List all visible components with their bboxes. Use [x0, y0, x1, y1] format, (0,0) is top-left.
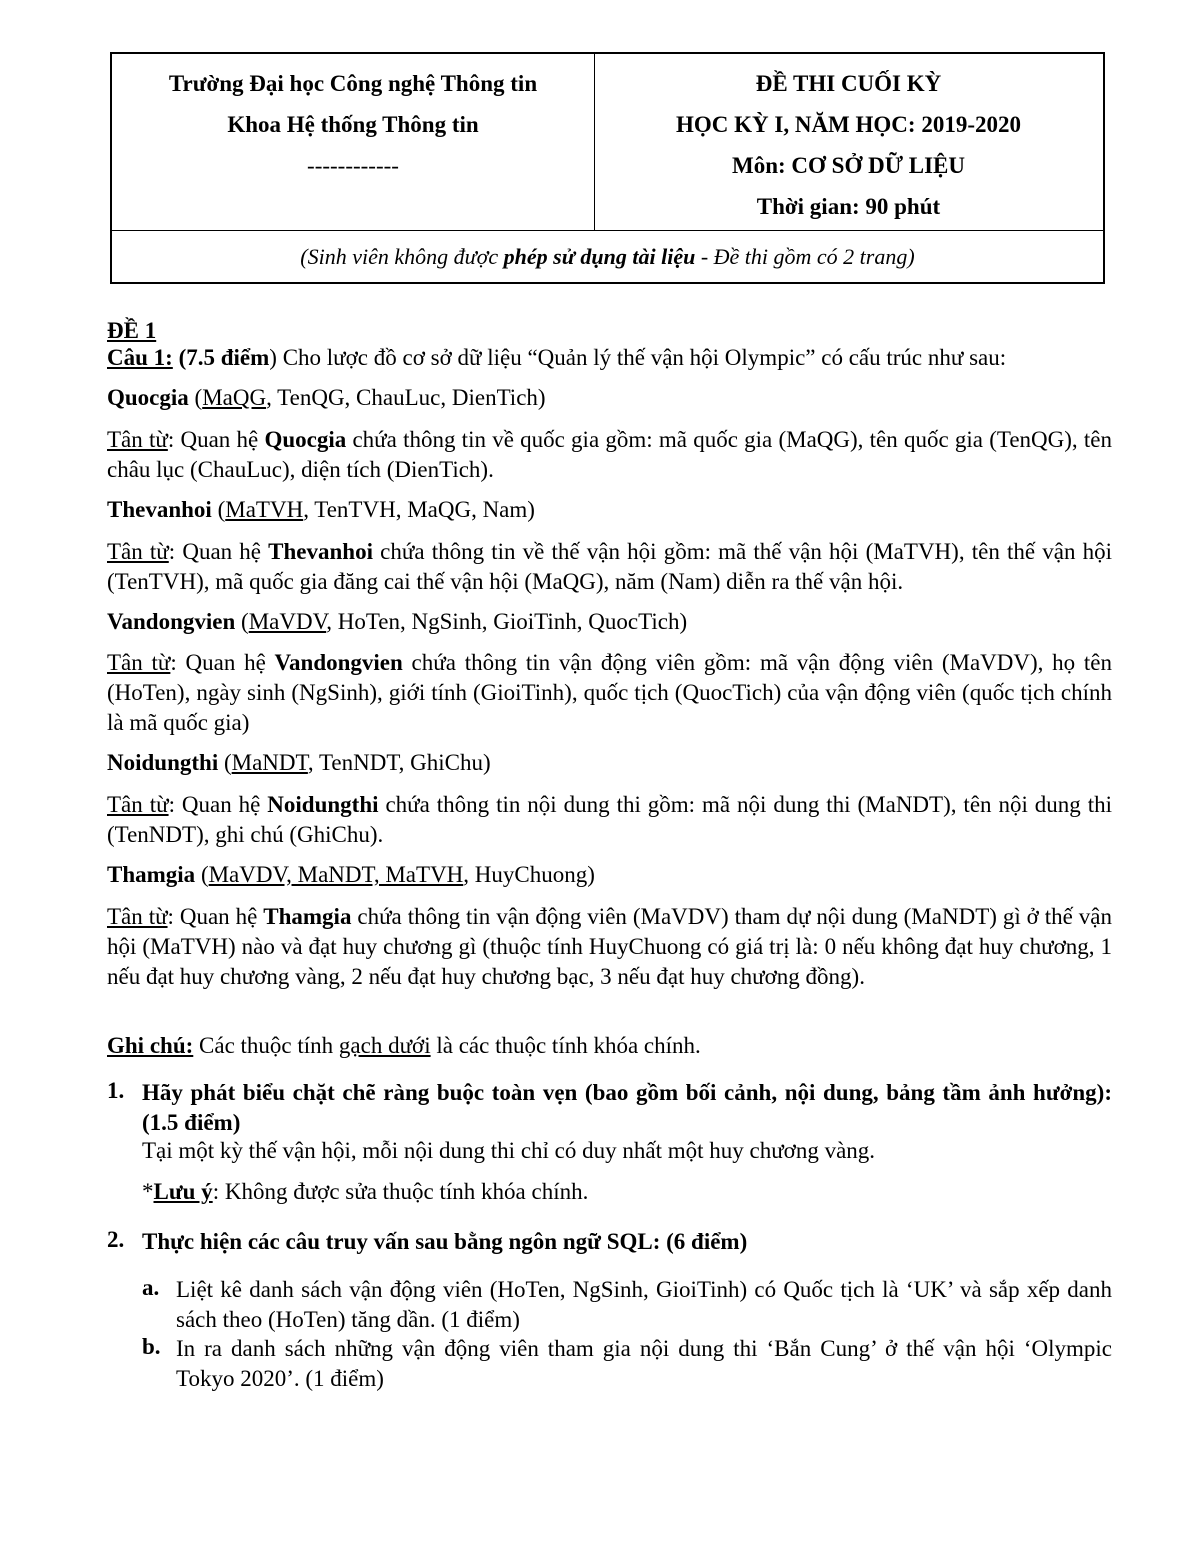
remark-star: *	[142, 1179, 154, 1204]
note-part-a: (Sinh viên không được	[300, 244, 504, 269]
duration: Thời gian: 90 phút	[756, 194, 941, 219]
item-1-text: Tại một kỳ thế vận hội, mỗi nội dung thi chỉ có duy nhất một huy chương vàng.	[142, 1138, 876, 1163]
rel-name: Thamgia	[107, 862, 196, 887]
header-left-cell	[112, 54, 595, 230]
desc-text: chứa thông tin vận động viên (MaVDV) tham dự nội dung (MaNDT) gì ở thế vận hội (MaTVH) nào và đạt huy chương gì (thuộc tính HuyChuong có giá trị là: 0 nếu không đạt huy chương, 1 nếu đạt huy chương vàng, 2 nếu đạt huy chương bạc, 3 nếu đạt huy chương đồng).	[107, 904, 1112, 989]
rel-key: MaVDV, MaNDT, MaTVH	[208, 862, 464, 887]
desc-rel-name: Noidungthi	[267, 792, 379, 817]
subitem-a-text: Liệt kê danh sách vận động viên (HoTen, NgSinh, GioiTinh) có Quốc tịch là ‘UK’ và sắp xếp danh sách theo (HoTen) tăng dần. (1 điểm)	[176, 1277, 1112, 1332]
rel-open: (	[195, 862, 209, 887]
note-text-a: Các thuộc tính	[193, 1033, 339, 1058]
rel-name: Noidungthi	[107, 750, 219, 775]
rel-key: MaQG	[202, 385, 267, 410]
header-right-cell	[594, 54, 1103, 230]
q1-text: ) Cho lược đồ cơ sở dữ liệu “Quản lý thế vận hội Olympic” có cấu trúc như sau:	[269, 345, 1007, 370]
desc-rel-name: Quocgia	[264, 427, 347, 452]
desc-vandongvien	[107, 648, 1112, 738]
header-separator: ------------	[307, 153, 399, 178]
relation-vandongvien	[107, 607, 1112, 637]
note-part-c: - Đề thi gồm có 2 trang)	[695, 244, 915, 269]
rel-attrs: , TenQG, ChauLuc, DienTich)	[266, 385, 546, 410]
rel-open: (	[235, 609, 249, 634]
item-1-title: Hãy phát biểu chặt chẽ ràng buộc toàn vẹn (bao gồm bối cảnh, nội dung, bảng tầm ảnh hưởng): (1.5 điểm)	[142, 1080, 1112, 1135]
rel-key: MaVDV	[248, 609, 327, 634]
question-1-heading	[107, 343, 1112, 373]
item-2-title: Thực hiện các câu truy vấn sau bằng ngôn ngữ SQL: (6 điểm)	[142, 1229, 748, 1254]
rel-prefix: : Quan hệ	[168, 539, 269, 564]
tan-tu-label: Tân từ	[107, 539, 169, 564]
desc-thamgia	[107, 902, 1112, 992]
q1-label: Câu 1:	[107, 345, 173, 370]
tan-tu-label: Tân từ	[107, 427, 168, 452]
exam-code: ĐỀ 1	[107, 318, 157, 343]
rel-key: MaTVH	[225, 497, 304, 522]
rel-open: (	[218, 750, 232, 775]
remark-label: Lưu ý	[153, 1179, 213, 1204]
rel-attrs: , TenNDT, GhiChu)	[307, 750, 491, 775]
tan-tu-label: Tân từ	[107, 650, 171, 675]
subject: Môn: CƠ SỞ DỮ LIỆU	[732, 153, 965, 178]
semester: HỌC KỲ I, NĂM HỌC: 2019-2020	[676, 112, 1021, 137]
note-label: Ghi chú:	[107, 1033, 194, 1058]
subitem-a-label: a.	[142, 1275, 160, 1300]
desc-thevanhoi	[107, 537, 1112, 597]
desc-rel-name: Thamgia	[263, 904, 352, 929]
rel-attrs: , HoTen, NgSinh, GioiTinh, QuocTich)	[326, 609, 688, 634]
note-underlined: gạch dưới	[338, 1033, 431, 1058]
subitem-b-text: In ra danh sách những vận động viên tham gia nội dung thi ‘Bắn Cung’ ở thế vận hội ‘Olympic Tokyo 2020’. (1 điểm)	[176, 1336, 1112, 1391]
relation-thamgia	[107, 860, 1112, 890]
subitem-b-label: b.	[142, 1334, 161, 1359]
item-2-number: 2.	[107, 1227, 125, 1252]
desc-text: chứa thông tin về quốc gia gồm: mã quốc gia (MaQG), tên quốc gia (TenQG), tên châu lục (ChauLuc), diện tích (DienTich).	[107, 427, 1112, 482]
rel-open: (	[211, 497, 226, 522]
q1-points: (7.5 điểm	[172, 345, 270, 370]
desc-rel-name: Thevanhoi	[268, 539, 373, 564]
rel-prefix: : Quan hệ	[167, 427, 265, 452]
item-1-number: 1.	[107, 1078, 125, 1103]
desc-rel-name: Vandongvien	[274, 650, 403, 675]
rel-key: MaNDT	[231, 750, 308, 775]
rel-attrs: , HuyChuong)	[463, 862, 595, 887]
relation-noidungthi	[107, 748, 1112, 778]
rel-prefix: : Quan hệ	[170, 650, 275, 675]
exam-title: ĐỀ THI CUỐI KỲ	[755, 71, 942, 96]
exam-instruction	[112, 244, 1103, 270]
desc-text: chứa thông tin vận động viên gồm: mã vận động viên (MaVDV), họ tên (HoTen), ngày sinh (NgSinh), giới tính (GioiTinh), quốc tịch (QuocTich) của vận động viên (quốc tịch chính là mã quốc gia)	[107, 650, 1113, 735]
faculty-name: Khoa Hệ thống Thông tin	[227, 112, 479, 137]
rel-name: Vandongvien	[107, 609, 236, 634]
rel-open: (	[188, 385, 203, 410]
rel-attrs: , TenTVH, MaQG, Nam)	[303, 497, 535, 522]
rel-prefix: : Quan hệ	[168, 792, 268, 817]
header-top-row	[112, 54, 1103, 231]
primary-key-note	[107, 1031, 1112, 1061]
item-1-remark	[142, 1177, 1112, 1207]
rel-name: Quocgia	[107, 385, 189, 410]
note-text-b: là các thuộc tính khóa chính.	[430, 1033, 701, 1058]
desc-quocgia	[107, 425, 1112, 485]
tan-tu-label: Tân từ	[107, 904, 168, 929]
school-name: Trường Đại học Công nghệ Thông tin	[168, 71, 538, 96]
desc-text: chứa thông tin nội dung thi gồm: mã nội dung thi (MaNDT), tên nội dung thi (TenNDT), ghi chú (GhiChu).	[107, 792, 1113, 847]
tan-tu-label: Tân từ	[107, 792, 169, 817]
desc-text: chứa thông tin về thế vận hội gồm: mã thế vận hội (MaTVH), tên thế vận hội (TenTVH), mã quốc gia đăng cai thế vận hội (MaQG), năm (Nam) diễn ra thế vận hội.	[107, 539, 1112, 594]
relation-thevanhoi	[107, 495, 1112, 525]
relation-quocgia	[107, 383, 1112, 413]
desc-noidungthi	[107, 790, 1112, 850]
header-table	[110, 52, 1105, 284]
rel-name: Thevanhoi	[107, 497, 212, 522]
rel-prefix: : Quan hệ	[167, 904, 264, 929]
note-part-b: phép sử dụng tài liệu	[503, 244, 696, 269]
remark-text: : Không được sửa thuộc tính khóa chính.	[212, 1179, 589, 1204]
